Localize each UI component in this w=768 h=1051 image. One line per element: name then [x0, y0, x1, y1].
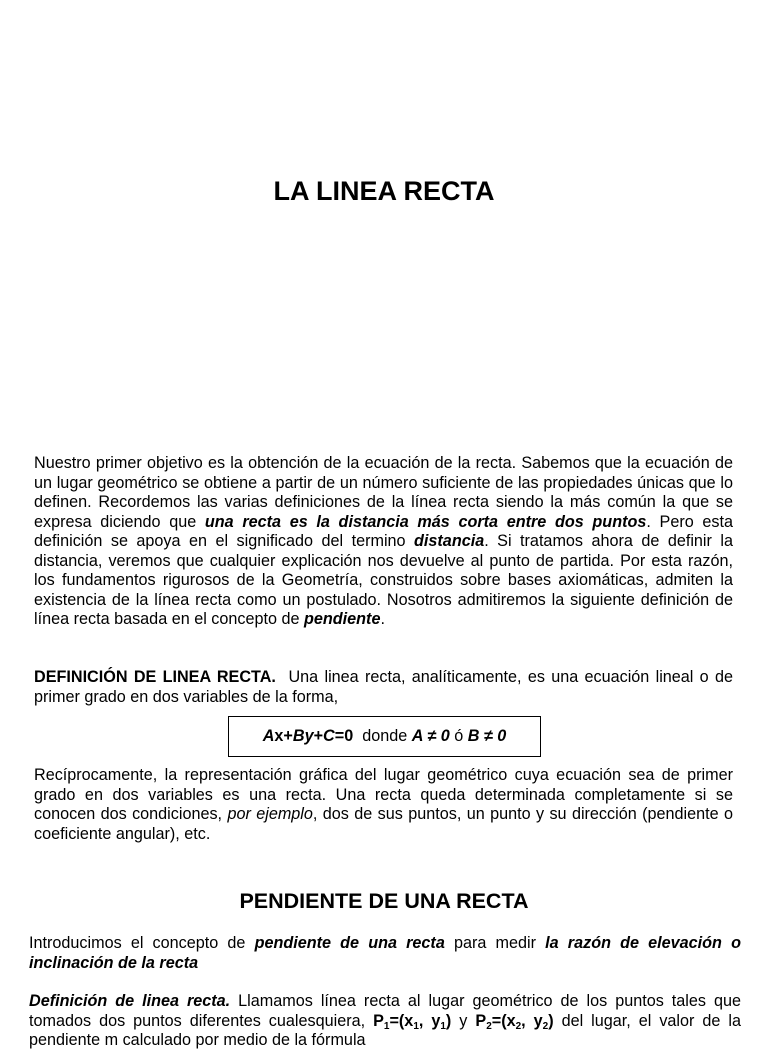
intro-text-2: . Pero esta definición se apoya en el significado del termino [34, 512, 733, 550]
definition-paragraph [34, 668, 738, 707]
point-p1 [373, 1012, 451, 1030]
reciprocal-text-1: Recíprocamente, la representación gráfica del lugar geométrico cuya ecuación sea de primer grado en dos variables es una recta. Una recta queda determinada completamente si se conocen dos condiciones, [34, 766, 733, 823]
formula-A: A [262, 727, 275, 745]
formula-o: ó [449, 727, 468, 745]
formula-plus: + [313, 727, 324, 745]
definition-label: DEFINICIÓN DE LINEA RECTA. [34, 668, 276, 686]
point-p1-open: =(x [389, 1011, 414, 1030]
formula-box [228, 716, 541, 757]
formula-x: x+ [274, 727, 293, 745]
point-p2-mid: , y [521, 1011, 543, 1030]
slope-definition-text-2: del lugar, el valor de la pendiente m calculado por medio de la fórmula [29, 1011, 741, 1049]
point-p1-mid: , y [418, 1011, 441, 1030]
point-p1-letter: P [373, 1011, 384, 1030]
formula-cond-a: A ≠ 0 [411, 727, 450, 745]
intro-text-3: . Si tratamos ahora de definir la distancia, veremos que cualquier explicación nos devuelve al punto de partida. Por esta razón, los fundamentos rigurosos de la Geometría, construidos sobre bases axiomáticas, admiten la existencia de la línea recta como un postulado. Nosotros admitiremos la siguiente definición de línea recta basada en el concepto de [34, 532, 733, 628]
slope-definition-paragraph [29, 992, 741, 1051]
reciprocal-paragraph [34, 766, 733, 844]
intro-emphasis-definition: una recta es la distancia más corta entre dos puntos [204, 512, 647, 531]
slope-intro-emphasis-2: la razón de elevación o inclinación de la recta [29, 934, 741, 972]
slope-intro-emphasis-1: pendiente de una recta [254, 934, 445, 952]
formula-eq: =0 [334, 727, 354, 745]
reciprocal-por-ejemplo: por ejemplo [227, 805, 313, 823]
intro-paragraph [34, 454, 733, 630]
intro-emphasis-pendiente: pendiente [304, 610, 381, 628]
point-p2-letter: P [475, 1011, 487, 1030]
formula-By: By [292, 727, 314, 745]
point-p1-close: ) [445, 1011, 452, 1030]
point-p1-y-sub: 1 [440, 1020, 446, 1032]
definition-text: Una linea recta, analíticamente, es una ecuación lineal o de primer grado en dos variables de la forma, [34, 668, 738, 706]
point-p2-y-sub: 2 [542, 1020, 549, 1032]
formula-cond-b: B ≠ 0 [467, 727, 507, 745]
intro-emphasis-distancia: distancia [414, 532, 485, 550]
slope-intro-text-1: Introducimos el concepto de [29, 934, 255, 952]
intro-text-4: . [380, 610, 385, 628]
point-p2-x-sub: 2 [515, 1020, 522, 1032]
point-p2-open: =(x [491, 1011, 516, 1030]
page-title: LA LINEA RECTA [273, 176, 495, 206]
slope-definition-y: y [451, 1011, 476, 1030]
point-p2-close: ) [548, 1011, 554, 1030]
slope-definition-label: Definición de linea recta. [29, 992, 231, 1010]
slope-intro-text-2: para medir [444, 934, 546, 952]
slope-definition-text-1: Llamamos línea recta al lugar geométrico de los puntos tales que tomados dos puntos diferentes cualesquiera, [29, 992, 741, 1030]
slope-intro-paragraph [29, 934, 741, 973]
point-p2 [475, 1012, 553, 1030]
formula-donde: donde [353, 727, 412, 745]
point-p1-sub: 1 [383, 1020, 390, 1032]
reciprocal-text-2: , dos de sus puntos, un punto y su dirección (pendiente o coeficiente angular), etc. [34, 805, 733, 843]
formula-C: C [323, 727, 335, 745]
intro-text-1: Nuestro primer objetivo es la obtención de la ecuación de la recta. Sabemos que la ecuación de un lugar geométrico se obtiene a partir de un número suficiente de las propiedades únicas que lo definen. Recordemos las varias definiciones de la línea recta siendo la más común la que se expresa diciendo que [34, 454, 733, 531]
section-title: PENDIENTE DE UNA RECTA [239, 889, 529, 913]
point-p1-x-sub: 1 [413, 1020, 419, 1032]
point-p2-sub: 2 [486, 1020, 492, 1032]
